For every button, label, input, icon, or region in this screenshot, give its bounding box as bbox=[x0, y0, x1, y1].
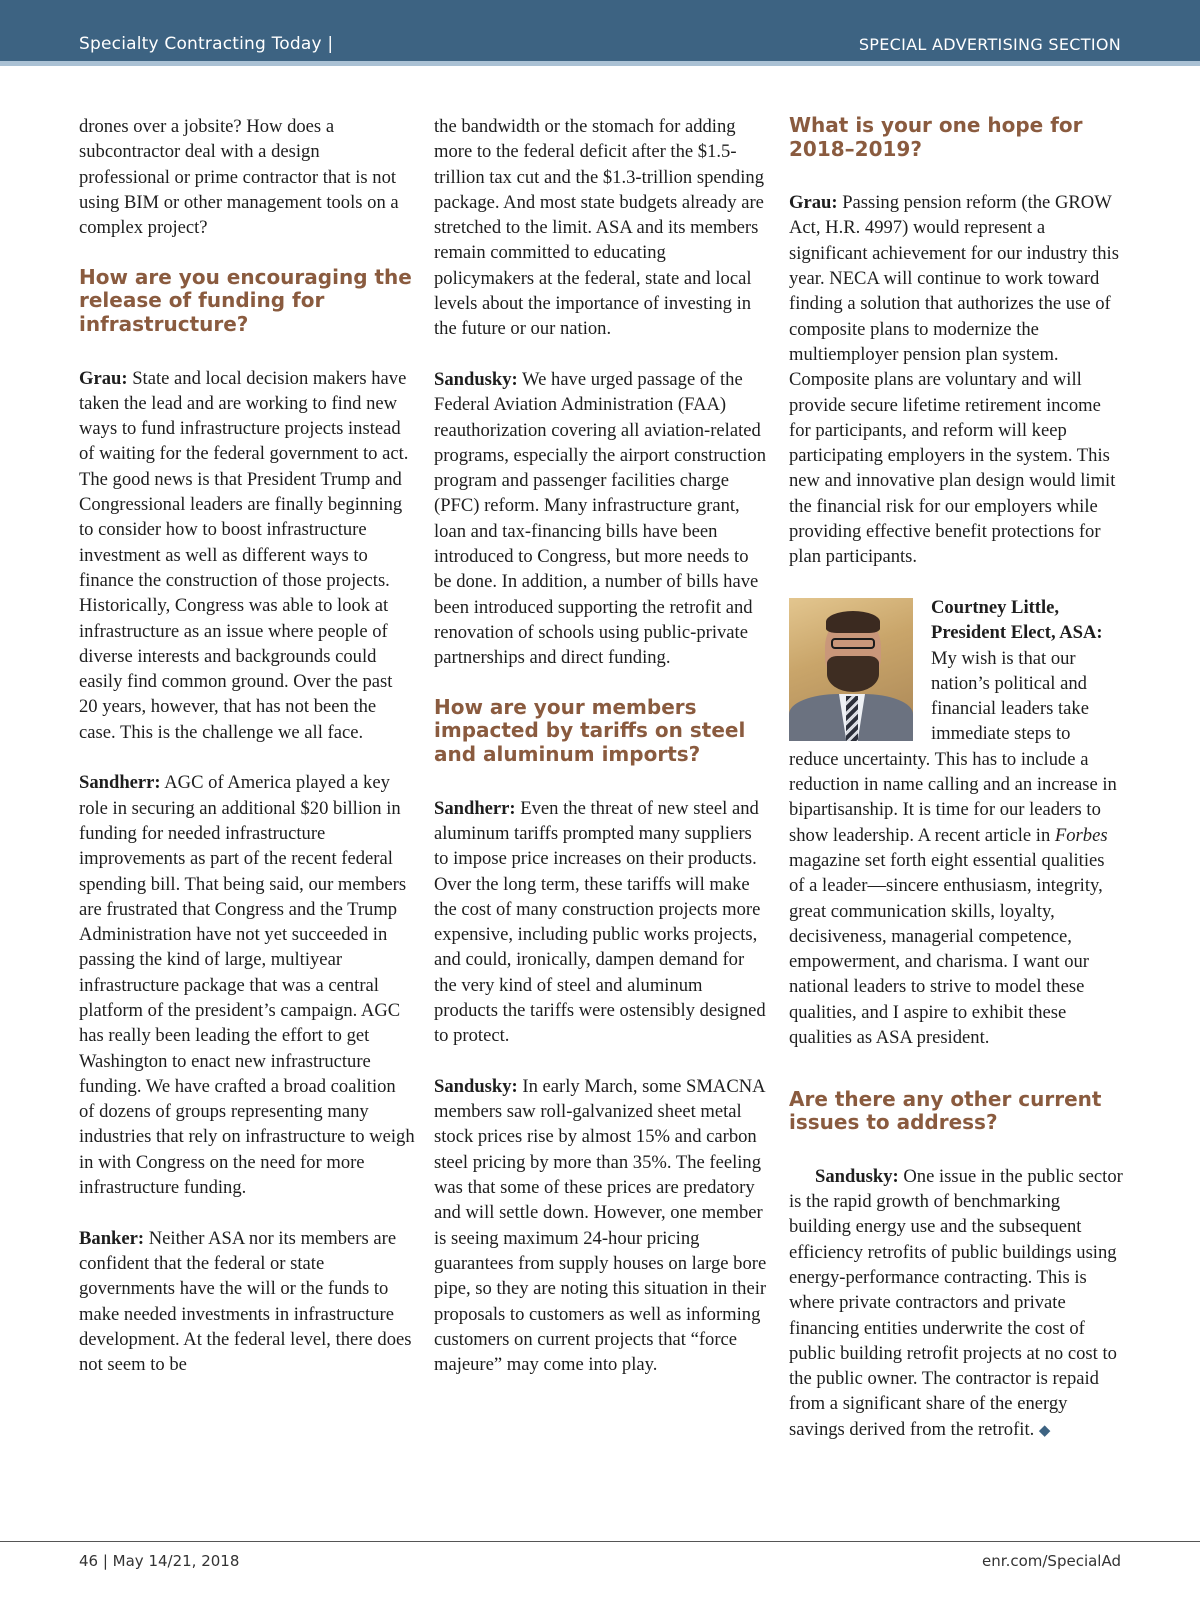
question-heading: How are your members impacted by tariffs on steel and aluminum imports? bbox=[434, 694, 746, 767]
question-heading: What is your one hope for 2018–2019? bbox=[789, 113, 1083, 161]
paragraph: Grau: State and local decision makers have taken the lead and are working to find new ways to fund infrastructure projects instead of waiting for the federal government to act. The good news is that President Trump and Congressional leaders are finally beginning to consider how to boost infrastructure investment as well as different ways to finance the construction of those projects. Historically, Congress was able to look at infrastructure as an issue where people of diverse interests and backgrounds could easily find common ground. Over the past 20 years, however, that has not been the case. This is the challenge we all face. bbox=[79, 367, 409, 743]
speaker-name: Grau: bbox=[789, 192, 838, 214]
speaker-name: Sandherr: bbox=[79, 772, 161, 794]
question-heading: Are there any other current issues to address? bbox=[789, 1086, 1102, 1135]
footer-divider bbox=[0, 1541, 1200, 1542]
question-heading: How are you encouraging the release of funding for infrastructure? bbox=[79, 264, 412, 336]
paragraph: Sandherr: Even the threat of new steel and aluminum tariffs prompted many suppliers to impose price increases on their products. Over the long term, these tariffs will make the cost of many construction projects more expensive, including public works projects, and could, ironically, dampen demand for the very kind of steel and aluminum products the tariffs were ostensibly designed to protect. bbox=[434, 797, 766, 1047]
speaker-name: Sandherr: bbox=[434, 797, 516, 819]
paragraph: drones over a jobsite? How does a subcontractor deal with a design professional or prime contractor that is not using BIM or other management tools on a complex project? bbox=[79, 116, 399, 239]
speaker-name: Sandusky: bbox=[434, 1075, 518, 1097]
speaker-name: Courtney Little, President Elect, ASA: bbox=[931, 596, 1103, 644]
page-number-date: 46 | May 14/21, 2018 bbox=[79, 1552, 240, 1570]
paragraph: Sandusky: One issue in the public sector is the rapid growth of benchmarking building energy use and the subsequent efficiency retrofits of public buildings using energy-performance contracting. This is where private contractors and private financing entities underwrite the cost of public building retrofit projects at no cost to the public owner. The contractor is repaid from a significant share of the energy savings derived from the retrofit. ◆ bbox=[789, 1165, 1123, 1440]
publication-title: Specialty Contracting Today | bbox=[79, 34, 334, 54]
column-2 bbox=[434, 114, 770, 1377]
publication-name: Forbes bbox=[1054, 824, 1108, 846]
portrait-photo bbox=[789, 598, 913, 741]
paragraph: Grau: Passing pension reform (the GROW Act, H.R. 4997) would represent a significant achievement for our industry this year. NECA will continue to work toward finding a solution that authorizes the use of composite plans to modernize the multiemployer pension plan system. Composite plans are voluntary and will provide secure lifetime retirement income for participants, and reform will keep participating employers in the system. This new and innovative plan design would limit the financial risk for our employers while providing effective benefit protections for plan participants. bbox=[789, 192, 1119, 568]
speaker-name: Grau: bbox=[79, 367, 128, 389]
end-mark-icon: ◆ bbox=[1038, 1422, 1051, 1439]
speaker-name: Sandusky: bbox=[815, 1165, 899, 1187]
speaker-name: Sandusky: bbox=[434, 368, 518, 390]
paragraph: Courtney Little, President Elect, ASA: My wish is that our nation’s political and financial leaders take immediate steps to reduce uncertainty. This has to include a reduction in name calling and an increase in bipartisanship. It is time for our leaders to show leadership. A recent article in Forbes magazine set forth eight essential qualities of a leader—sincere enthusiasm, integrity, great communication skills, loyalty, decisiveness, managerial competence, empowerment, and charisma. I want our national leaders to strive to model these qualities, and I aspire to exhibit these qualities as ASA president. bbox=[789, 596, 1117, 1048]
profile-block bbox=[789, 595, 1123, 1076]
paragraph: Sandusky: We have urged passage of the Federal Aviation Administration (FAA) reauthorization covering all aviation-related programs, especially the airport construction program and passenger facilities charge (PFC) reform. Many infrastructure grant, loan and tax-financing bills have been introduced to Congress, but more needs to be done. In addition, a number of bills have been introduced supporting the retrofit and renovation of schools using public-private partnerships and direct funding. bbox=[434, 368, 767, 669]
column-1 bbox=[79, 114, 415, 1377]
paragraph: Sandusky: In early March, some SMACNA members saw roll-galvanized sheet metal stock prices rise by almost 15% and carbon steel pricing by more than 35%. The feeling was that some of these prices are predatory and will settle down. However, one member is seeing maximum 24-hour pricing guarantees from supply houses on large bore pipe, so they are noting this situation in their proposals to customers as well as informing customers on current projects that “force majeure” may come into play. bbox=[434, 1075, 767, 1376]
paragraph: the bandwidth or the stomach for adding more to the federal deficit after the $1.5-trillion tax cut and the $1.3-trillion spending package. And most state budgets already are stretched to the limit. ASA and its members remain committed to educating policymakers at the federal, state and local levels about the importance of investing in the future or our nation. bbox=[434, 116, 764, 340]
paragraph: Sandherr: AGC of America played a key role in securing an additional $20 billion in funding for needed infrastructure improvements as part of the recent federal spending bill. That being said, our members are frustrated that Congress and the Trump Administration have not yet succeeded in passing the kind of large, multiyear infrastructure package that was a central platform of the president’s campaign. AGC has really been leading the effort to get Washington to enact new infrastructure funding. We have crafted a broad coalition of dozens of groups representing many industries that rely on infrastructure to weigh in with Congress on the need for more infrastructure funding. bbox=[79, 772, 415, 1199]
website-url: enr.com/SpecialAd bbox=[982, 1552, 1121, 1570]
column-3 bbox=[789, 114, 1123, 1444]
page-header bbox=[0, 0, 1200, 66]
section-label: SPECIAL ADVERTISING SECTION bbox=[858, 35, 1121, 54]
speaker-name: Banker: bbox=[79, 1227, 145, 1249]
paragraph: Banker: Neither ASA nor its members are confident that the federal or state governments have the will or the funds to make needed investments in infrastructure development. At the federal level, there does not seem to be bbox=[79, 1227, 412, 1376]
